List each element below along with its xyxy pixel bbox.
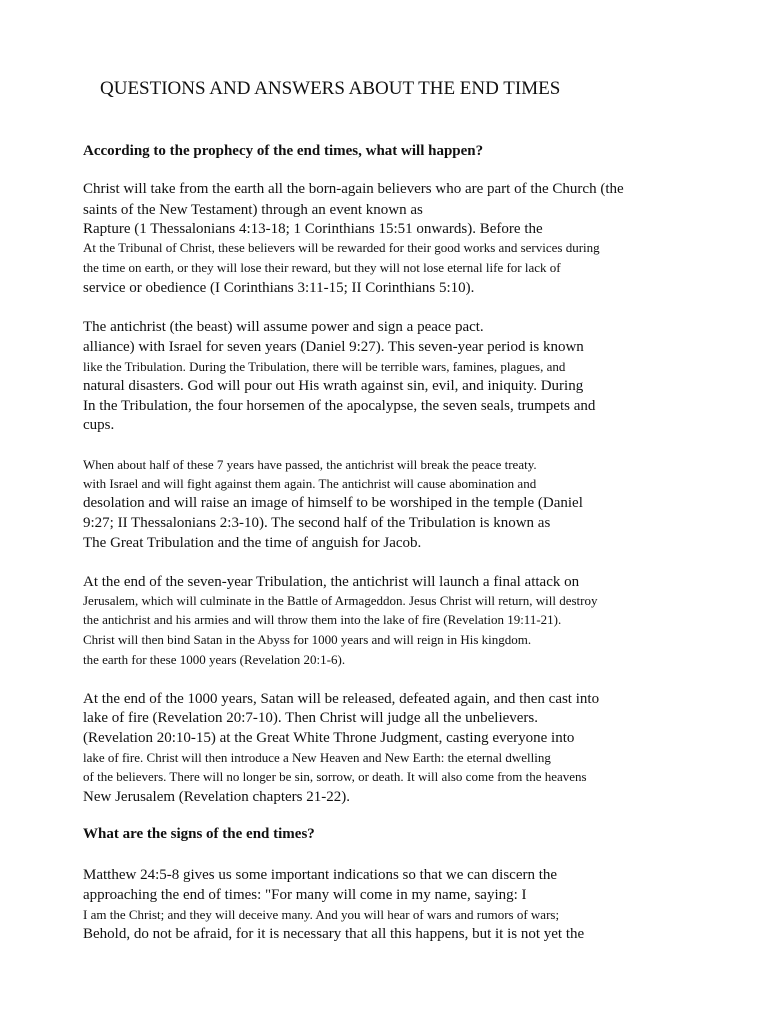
p6-line-4: Behold, do not be afraid, for it is necessary that all this happens, but it is not yet the — [83, 926, 585, 942]
p5-line-1: At the end of the 1000 years, Satan will be released, defeated again, and then cast into — [83, 691, 600, 707]
p4-line-2: Jerusalem, which will culminate in the Battle of Armageddon. Jesus Christ will return, will destroy — [83, 593, 598, 608]
p1-line-1: Christ will take from the earth all the born-again believers who are part of the Church (the — [83, 181, 624, 197]
p3-line-1: When about half of these 7 years have passed, the antichrist will break the peace treaty. — [83, 457, 537, 472]
p3-line-2: with Israel and will fight against them again. The antichrist will cause abomination and — [83, 476, 537, 491]
p1-line-4: At the Tribunal of Christ, these believers will be rewarded for their good works and services during — [83, 240, 600, 255]
p4-line-1: At the end of the seven-year Tribulation, the antichrist will launch a final attack on — [83, 574, 580, 590]
p1-line-6: service or obedience (I Corinthians 3:11-15; II Corinthians 5:10). — [83, 280, 475, 296]
p4-line-4: Christ will then bind Satan in the Abyss for 1000 years and will reign in His kingdom. — [83, 632, 532, 647]
document-title: QUESTIONS AND ANSWERS ABOUT THE END TIMES — [100, 78, 561, 99]
p5-line-2: lake of fire (Revelation 20:7-10). Then Christ will judge all the unbelievers. — [83, 710, 539, 726]
p6-line-2: approaching the end of times: "For many will come in my name, saying: I — [83, 887, 527, 903]
p1-line-3: Rapture (1 Thessalonians 4:13-18; 1 Corinthians 15:51 onwards). Before the — [83, 221, 543, 237]
p5-line-6: New Jerusalem (Revelation chapters 21-22). — [83, 789, 350, 805]
p2-line-6: cups. — [83, 417, 115, 433]
p4-line-3: the antichrist and his armies and will throw them into the lake of fire (Revelation 19:11-21). — [83, 612, 562, 627]
p3-line-3: desolation and will raise an image of himself to be worshiped in the temple (Daniel — [83, 495, 583, 511]
p4-line-5: the earth for these 1000 years (Revelation 20:1-6). — [83, 652, 346, 667]
p3-line-5: The Great Tribulation and the time of anguish for Jacob. — [83, 535, 422, 551]
p5-line-4: lake of fire. Christ will then introduce a New Heaven and New Earth: the eternal dwelling — [83, 750, 551, 765]
p6-line-1: Matthew 24:5-8 gives us some important indications so that we can discern the — [83, 867, 558, 883]
p2-line-2: alliance) with Israel for seven years (Daniel 9:27). This seven-year period is known — [83, 339, 584, 355]
p5-line-3: (Revelation 20:10-15) at the Great White Throne Judgment, casting everyone into — [83, 730, 575, 746]
p5-line-5: of the believers. There will no longer be sin, sorrow, or death. It will also come from the heavens — [83, 769, 587, 784]
p1-line-5: the time on earth, or they will lose their reward, but they will not lose eternal life for lack of — [83, 260, 561, 275]
p1-line-2: saints of the New Testament) through an event known as — [83, 202, 423, 218]
p2-line-4: natural disasters. God will pour out His wrath against sin, evil, and iniquity. During — [83, 378, 584, 394]
question-heading-2: What are the signs of the end times? — [83, 826, 315, 842]
p2-line-5: In the Tribulation, the four horsemen of the apocalypse, the seven seals, trumpets and — [83, 398, 596, 414]
p2-line-1: The antichrist (the beast) will assume power and sign a peace pact. — [83, 319, 484, 335]
p3-line-4: 9:27; II Thessalonians 2:3-10). The second half of the Tribulation is known as — [83, 515, 551, 531]
p2-line-3: like the Tribulation. During the Tribulation, there will be terrible wars, famines, plagues, and — [83, 359, 566, 374]
p6-line-3: I am the Christ; and they will deceive many. And you will hear of wars and rumors of wars; — [83, 907, 560, 922]
question-heading-1: According to the prophecy of the end times, what will happen? — [83, 143, 484, 159]
